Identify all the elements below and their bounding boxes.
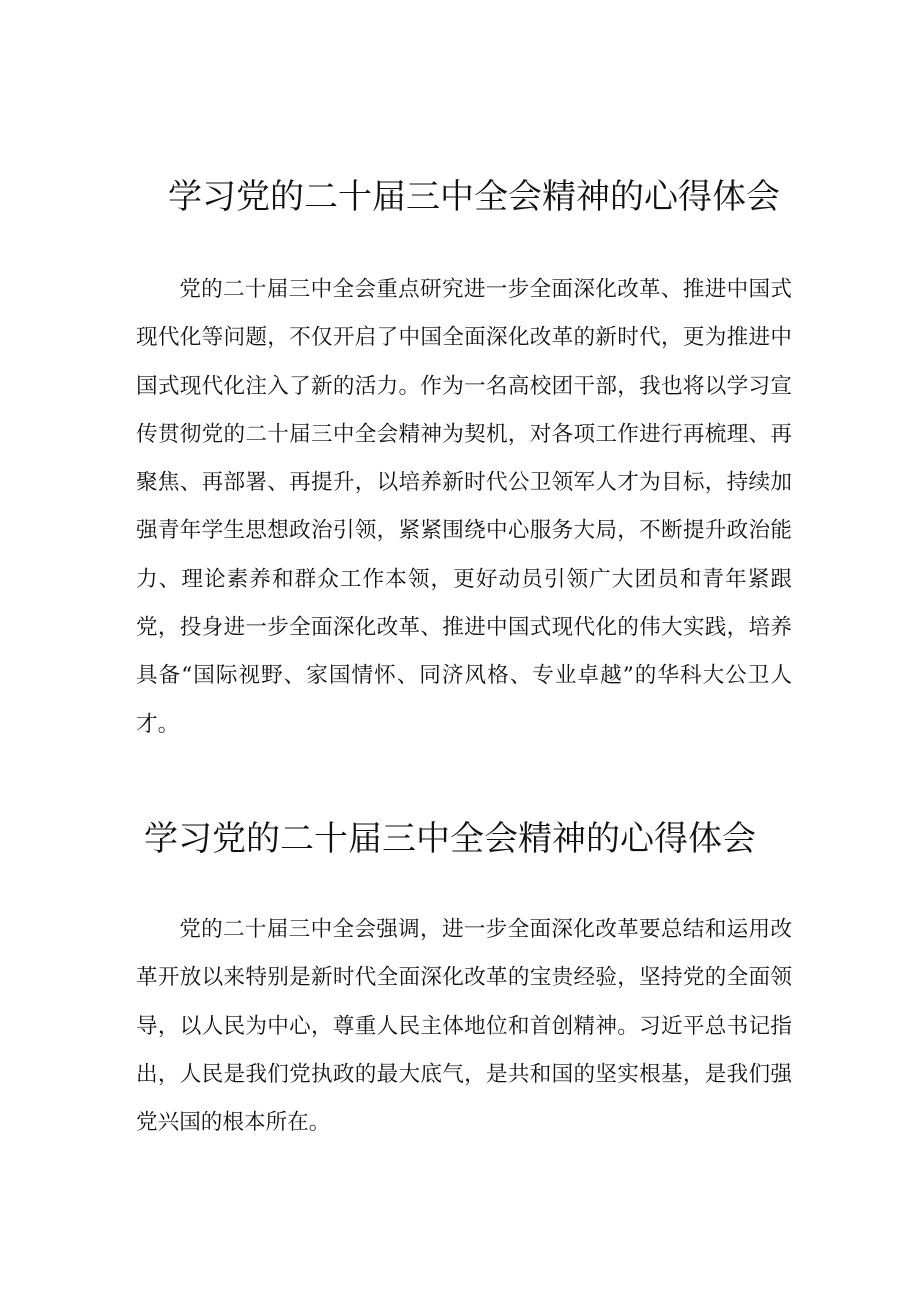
- section-2-paragraph: 党的二十届三中全会强调，进一步全面深化改革要总结和运用改革开放以来特别是新时代全面深化改革的宝贵经验，坚持党的全面领导，以人民为中心，尊重人民主体地位和首创精神。习近平总书记指出，人民是我们党执政的最大底气，是共和国的坚实根基，是我们强党兴国的根本所在。: [136, 917, 792, 1136]
- section-2-title: 学习党的二十届三中全会精神的心得体会: [144, 819, 756, 859]
- section-1-paragraph: 党的二十届三中全会重点研究进一步全面深化改革、推进中国式现代化等问题，不仅开启了中国全面深化改革的新时代，更为推进中国式现代化注入了新的活力。作为一名高校团干部，我也将以学习宣传贯彻党的二十届三中全会精神为契机，对各项工作进行再梳理、再聚焦、再部署、再提升，以培养新时代公卫领军人才为目标，持续加强青年学生思想政治引领，紧紧围绕中心服务大局，不断提升政治能力、理论素养和群众工作本领，更好动员引领广大团员和青年紧跟党，投身进一步全面深化改革、推进中国式现代化的伟大实践，培养具备“国际视野、家国情怀、同济风格、专业卓越”的华科大公卫人才。: [136, 277, 792, 737]
- section-1-title: 学习党的二十届三中全会精神的心得体会: [168, 177, 780, 217]
